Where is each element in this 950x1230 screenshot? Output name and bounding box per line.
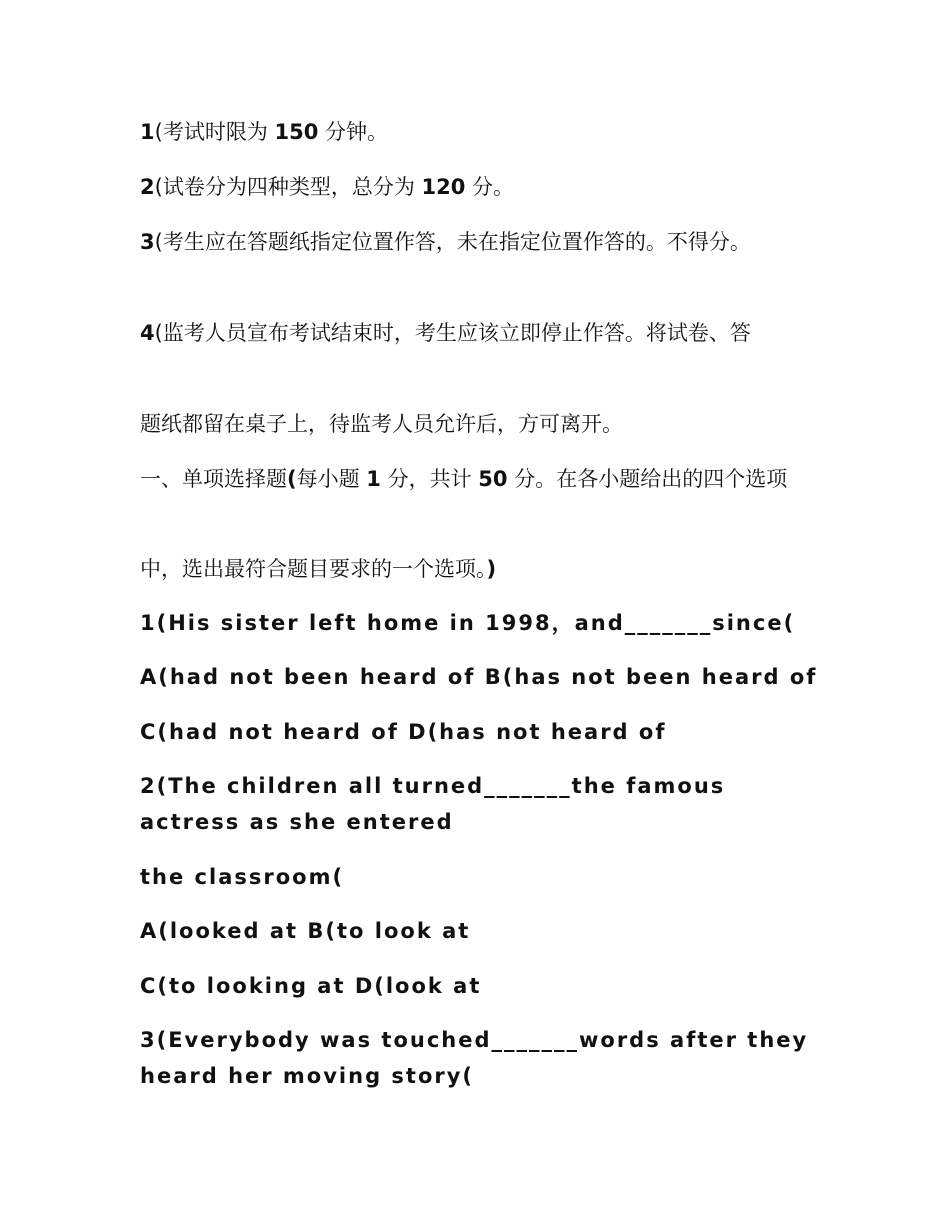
paren-close: ) bbox=[486, 557, 497, 581]
instruction-number: 2 bbox=[140, 175, 155, 199]
question-2-stem: 2(The children all turned_______the famous actress as she entered bbox=[140, 774, 735, 834]
section-heading-continued bbox=[140, 551, 820, 587]
heading-text: 每小题 bbox=[296, 467, 367, 491]
heading-text: 分，共计 bbox=[380, 467, 479, 491]
paren-open: ( bbox=[287, 467, 297, 491]
instruction-4-continued bbox=[140, 406, 820, 442]
section-heading bbox=[140, 461, 820, 497]
instruction-4 bbox=[140, 315, 820, 351]
instruction-number: 4 bbox=[140, 321, 155, 345]
instruction-number: 3 bbox=[140, 230, 155, 254]
instruction-text: (考生应在答题纸指定位置作答，未在指定位置作答的。不得分。 bbox=[154, 230, 751, 254]
question-2-options-ab: A(looked at B(to look at bbox=[140, 919, 471, 943]
instruction-tail: 分钟。 bbox=[318, 120, 389, 144]
instruction-text: 题纸都留在桌子上，待监考人员允许后，方可离开。 bbox=[140, 412, 623, 436]
instruction-3 bbox=[140, 224, 820, 260]
instruction-text: (试卷分为四种类型，总分为 bbox=[154, 175, 422, 199]
instruction-number: 1 bbox=[140, 120, 155, 144]
time-limit-value: 150 bbox=[274, 120, 319, 144]
heading-text: 中，选出最符合题目要求的一个选项。 bbox=[140, 557, 487, 581]
question-1-options-cd: C(had not heard of D(has not heard of bbox=[140, 720, 667, 744]
section-total: 50 bbox=[478, 467, 508, 491]
total-score-value: 120 bbox=[421, 175, 466, 199]
instruction-text: (考试时限为 bbox=[154, 120, 275, 144]
question-2-options-cd: C(to looking at D(look at bbox=[140, 974, 482, 998]
instruction-1 bbox=[140, 114, 820, 150]
question-2-stem-continued: the classroom( bbox=[140, 865, 345, 889]
instruction-tail: 分。 bbox=[465, 175, 515, 199]
instruction-text: (监考人员宣布考试结束时，考生应该立即停止作答。将试卷、答 bbox=[154, 321, 751, 345]
section-title: 一、单项选择题 bbox=[140, 467, 287, 491]
question-1-stem: 1(His sister left home in 1998，and_______since( bbox=[140, 611, 796, 635]
points-per-item: 1 bbox=[366, 467, 381, 491]
heading-text: 分。在各小题给出的四个选项 bbox=[507, 467, 788, 491]
instruction-2 bbox=[140, 169, 820, 205]
question-1-options-ab: A(had not been heard of B(has not been heard of bbox=[140, 665, 818, 689]
question-3-stem: 3(Everybody was touched_______words after they heard her moving story( bbox=[140, 1028, 818, 1088]
